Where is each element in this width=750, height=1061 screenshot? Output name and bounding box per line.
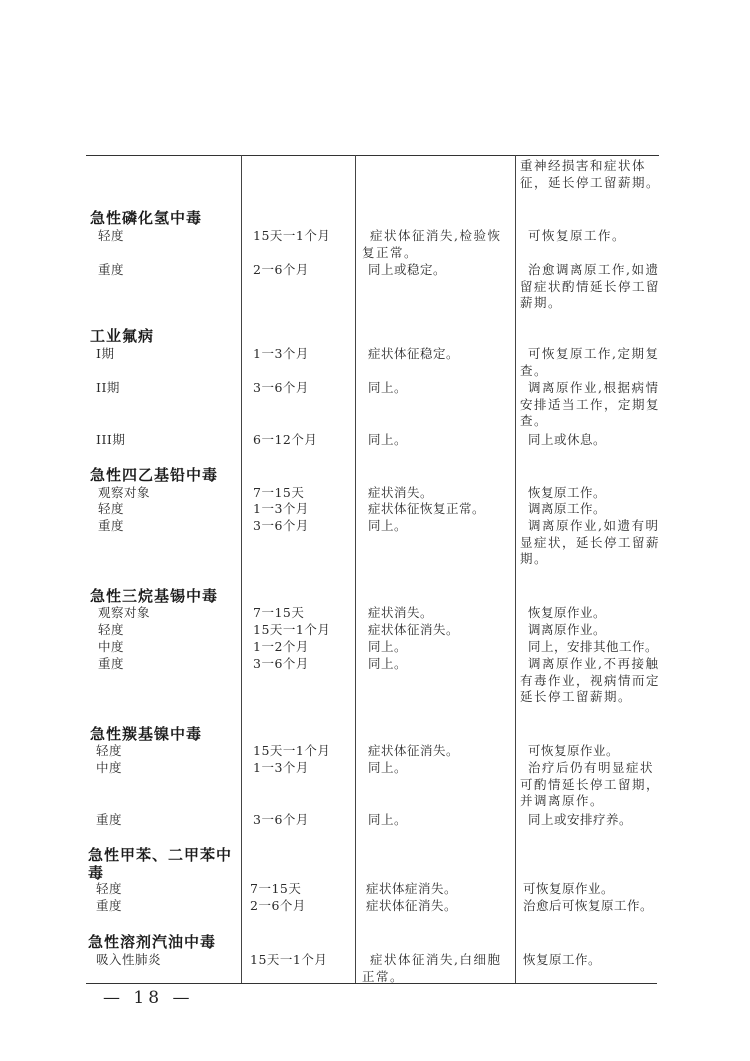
measure-cell: 治疗后仍有明显症状可酌情延长停工留期，并调离原作。 bbox=[520, 760, 661, 808]
duration-cell: 2一6个月 bbox=[250, 898, 306, 913]
grade-cell: I期 bbox=[96, 346, 115, 361]
duration-cell: 2一6个月 bbox=[253, 262, 309, 277]
grade-cell: 重度 bbox=[96, 898, 123, 913]
criteria-cell: 症状消失。 bbox=[368, 485, 434, 500]
duration-cell: 1一3个月 bbox=[253, 760, 309, 775]
duration-cell: 15天一1个月 bbox=[253, 622, 331, 637]
criteria-cell: 同上。 bbox=[368, 380, 408, 395]
measure-cell: 可恢复原工作。 bbox=[528, 228, 627, 243]
section-title: 急性四乙基铅中毒 bbox=[90, 466, 219, 484]
measure-cell: 调离原作业。 bbox=[528, 622, 607, 637]
page-number: — 18 — bbox=[103, 988, 194, 1008]
measure-cell: 调离原工作。 bbox=[528, 501, 607, 516]
grade-cell: 重度 bbox=[96, 812, 123, 827]
measure-cell: 重神经损害和症状体征，延长停工留薪期。 bbox=[520, 158, 661, 190]
duration-cell: 3一6个月 bbox=[253, 656, 309, 671]
criteria-cell: 同上或稳定。 bbox=[368, 262, 447, 277]
criteria-cell: 症状体征消失。 bbox=[366, 898, 458, 913]
measure-cell: 同上，安排其他工作。 bbox=[528, 639, 659, 654]
duration-cell: 6一12个月 bbox=[253, 432, 318, 447]
measure-cell: 同上或休息。 bbox=[528, 432, 607, 447]
duration-cell: 15天一1个月 bbox=[253, 743, 331, 758]
measure-cell: 调离原作业,根据病情安排适当工作，定期复查。 bbox=[520, 380, 661, 428]
grade-cell: 轻度 bbox=[96, 881, 123, 896]
grade-cell: 重度 bbox=[98, 262, 125, 277]
criteria-cell: 同上。 bbox=[368, 518, 408, 533]
measure-cell: 可恢复原作业。 bbox=[523, 881, 615, 896]
criteria-cell: 同上。 bbox=[368, 639, 408, 654]
measure-cell: 治愈调离原工作,如遗留症状酌情延长停工留薪期。 bbox=[520, 262, 661, 310]
duration-cell: 7一15天 bbox=[250, 881, 302, 896]
criteria-cell: 同上。 bbox=[368, 432, 408, 447]
grade-cell: 吸入性肺炎 bbox=[96, 952, 162, 967]
measure-cell: 恢复原作业。 bbox=[528, 605, 607, 620]
criteria-cell: 症状体征稳定。 bbox=[368, 346, 460, 361]
column-divider-1 bbox=[241, 155, 242, 983]
criteria-cell: 症状体征消失。 bbox=[368, 622, 460, 637]
column-divider-3 bbox=[515, 155, 516, 983]
duration-cell: 1一3个月 bbox=[253, 346, 309, 361]
criteria-cell: 症状体征恢复正常。 bbox=[368, 501, 486, 516]
section-title: 急性甲苯、二甲苯中毒 bbox=[88, 846, 233, 882]
criteria-cell: 症状体征消失。 bbox=[368, 743, 460, 758]
section-title: 急性溶剂汽油中毒 bbox=[88, 933, 217, 951]
duration-cell: 15天一1个月 bbox=[253, 228, 331, 243]
duration-cell: 15天一1个月 bbox=[250, 952, 328, 967]
section-title: 工业氟病 bbox=[90, 327, 155, 345]
table-top-rule bbox=[86, 155, 659, 156]
criteria-cell: 同上。 bbox=[368, 760, 408, 775]
criteria-cell: 同上。 bbox=[368, 656, 408, 671]
grade-cell: 观察对象 bbox=[98, 485, 151, 500]
column-divider-2 bbox=[355, 155, 356, 983]
section-title: 急性羰基镍中毒 bbox=[90, 725, 203, 743]
section-title: 急性磷化氢中毒 bbox=[90, 209, 203, 227]
grade-cell: 轻度 bbox=[96, 743, 123, 758]
grade-cell: 轻度 bbox=[98, 228, 125, 243]
measure-cell: 可恢复原工作,定期复查。 bbox=[520, 346, 660, 378]
grade-cell: 中度 bbox=[96, 760, 123, 775]
criteria-cell: 症状体症消失。 bbox=[366, 881, 458, 896]
measure-cell: 治愈后可恢复原工作。 bbox=[523, 898, 654, 913]
criteria-cell: 症状体征消失,白细胞正常。 bbox=[362, 952, 502, 984]
criteria-cell: 症状体征消失,检验恢复正常。 bbox=[362, 228, 502, 260]
measure-cell: 恢复原工作。 bbox=[528, 485, 607, 500]
section-title: 急性三烷基锡中毒 bbox=[90, 587, 219, 605]
measure-cell: 恢复原工作。 bbox=[523, 952, 602, 967]
grade-cell: III期 bbox=[96, 432, 126, 447]
duration-cell: 3一6个月 bbox=[253, 380, 309, 395]
measure-cell: 可恢复原作业。 bbox=[528, 743, 620, 758]
grade-cell: 观察对象 bbox=[98, 605, 151, 620]
grade-cell: 中度 bbox=[98, 639, 125, 654]
measure-cell: 同上或安排疗养。 bbox=[528, 812, 633, 827]
duration-cell: 1一2个月 bbox=[253, 639, 309, 654]
grade-cell: 重度 bbox=[98, 518, 125, 533]
grade-cell: 轻度 bbox=[98, 501, 125, 516]
duration-cell: 1一3个月 bbox=[253, 501, 309, 516]
grade-cell: 轻度 bbox=[98, 622, 125, 637]
duration-cell: 3一6个月 bbox=[253, 812, 309, 827]
criteria-cell: 症状消失。 bbox=[368, 605, 434, 620]
criteria-cell: 同上。 bbox=[368, 812, 408, 827]
duration-cell: 7一15天 bbox=[253, 605, 305, 620]
duration-cell: 7一15天 bbox=[253, 485, 305, 500]
grade-cell: II期 bbox=[96, 380, 120, 395]
duration-cell: 3一6个月 bbox=[253, 518, 309, 533]
grade-cell: 重度 bbox=[98, 656, 125, 671]
measure-cell: 调离原作业,如遗有明显症状，延长停工留薪期。 bbox=[520, 518, 661, 566]
measure-cell: 调离原作业,不再接触有毒作业，视病情而定延长停工留薪期。 bbox=[520, 656, 661, 704]
